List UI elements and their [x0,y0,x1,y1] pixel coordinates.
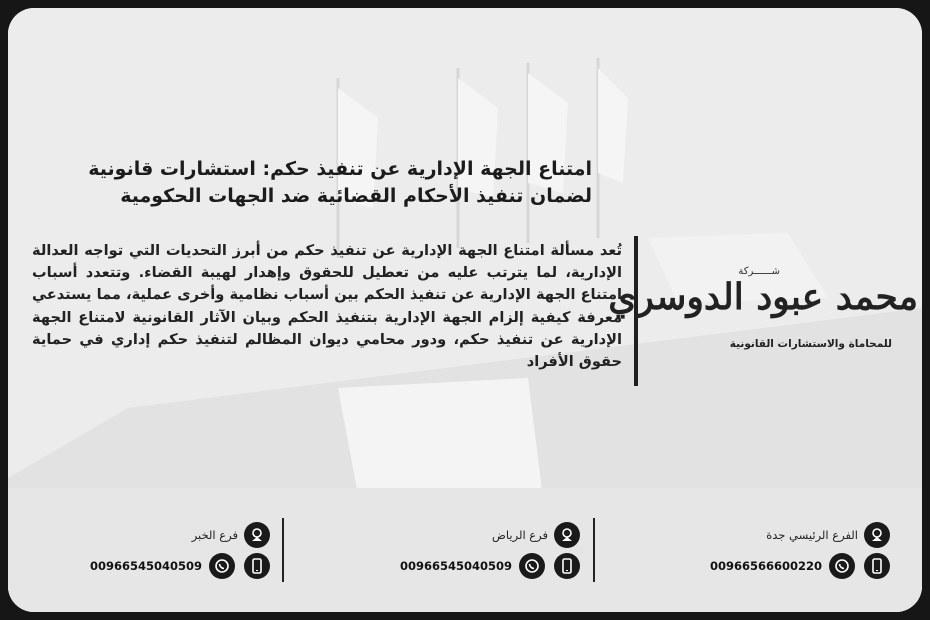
branch-separator [282,518,284,582]
branch-name: الفرع الرئيسي جدة [766,528,858,542]
whatsapp-icon[interactable] [829,553,855,579]
mobile-phone-icon[interactable] [864,553,890,579]
branch-name: فرع الرياض [491,528,548,542]
whatsapp-icon[interactable] [209,553,235,579]
location-pin-icon [244,522,270,548]
location-pin-icon [554,522,580,548]
article-intro: تُعد مسألة امتناع الجهة الإدارية عن تنفيذ حكم من أبرز التحديات التي تواجه العدالة الإدارية، لما يترتب عليه من تعطيل للحقوق وإهدار لهيبة القضاء. وتتعدد أسباب امتناع الجهة الإدارية عن تنفيذ الحكم بين أسباب نظامية وأخرى عملية، مما يستدعي معرفة كيفية إلزام الجهة الإدارية بتنفيذ الحكم وبيان الآثار القانونية لامتناع الجهة الإدارية عن تنفيذ حكم، ودور محامي ديوان المظالم لتنفيذ حكم إداري في حماية حقوق الأفراد [32,242,622,371]
branch-phone[interactable]: 00966545040509 [399,559,512,573]
logo-company-word: شــــــركة [738,266,780,277]
mobile-phone-icon[interactable] [554,553,580,579]
logo-tagline: للمحاماة والاستشارات القانونية [729,338,892,350]
branch-phone[interactable]: 00966545040509 [89,559,202,573]
branch-phone[interactable]: 00966566600220 [709,559,822,573]
branch-separator [593,518,595,582]
article-title: امتناع الجهة الإدارية عن تنفيذ حكم: استشارات قانونية لضمان تنفيذ الأحكام القضائية ضد الجهات الحكومية [88,158,592,207]
location-pin-icon [864,522,890,548]
whatsapp-icon[interactable] [519,553,545,579]
branch-name: فرع الخبر [191,528,238,542]
logo-name: محمد عبود الدوسري [608,276,918,318]
mobile-phone-icon[interactable] [244,553,270,579]
